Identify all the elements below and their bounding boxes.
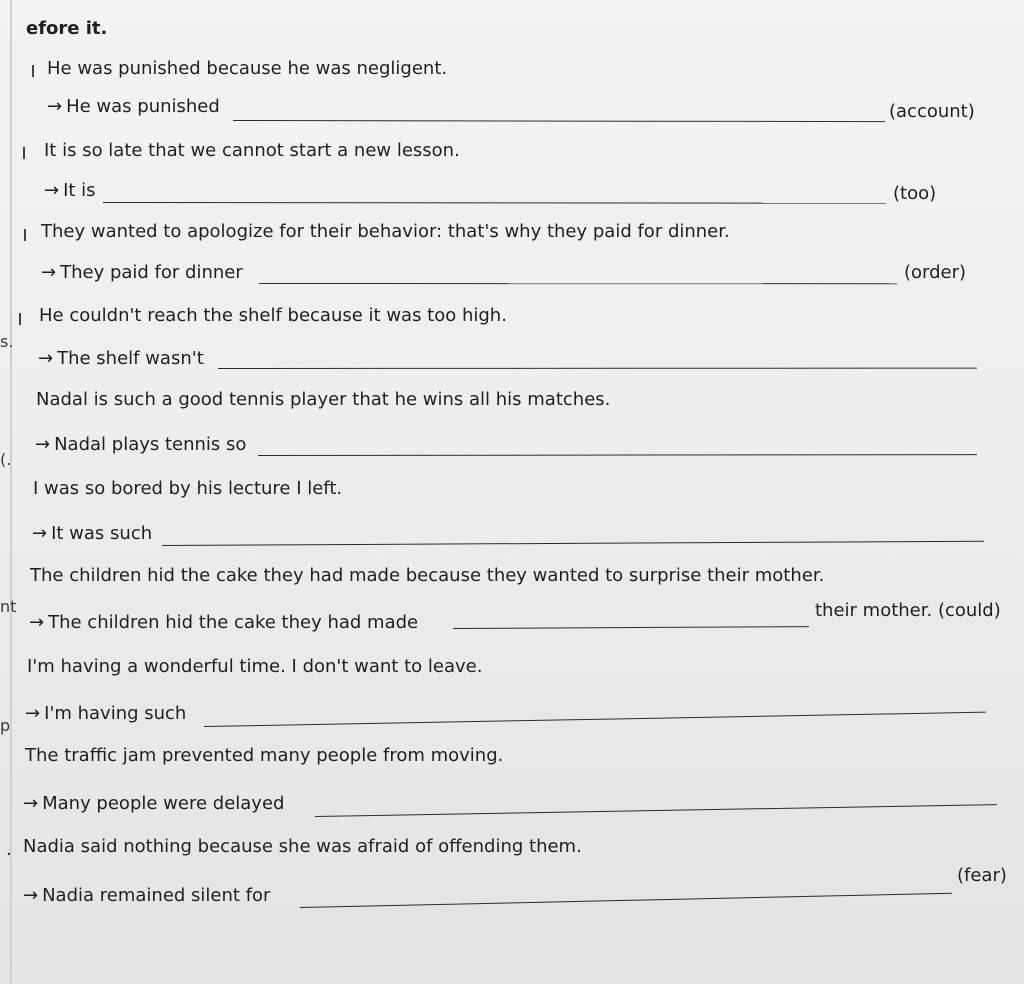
item-bullet (24, 229, 26, 241)
answer-lead (32, 523, 152, 545)
answer-start: It was such (51, 523, 153, 544)
exercise-answer-line (0, 865, 1024, 925)
answer-blank[interactable] (300, 893, 952, 908)
prompt-text: He was punished because he was negligent. (47, 58, 448, 79)
answer-lead (41, 262, 243, 284)
arrow-icon: → (29, 612, 45, 633)
item-bullet (23, 147, 25, 159)
exercise-prompt (0, 656, 1024, 696)
answer-start: Many people were delayed (42, 793, 285, 814)
arrow-icon: → (32, 523, 48, 544)
arrow-icon: → (23, 885, 39, 906)
answer-blank[interactable] (259, 283, 897, 284)
instruction-fragment: efore it. (26, 18, 108, 39)
answer-blank[interactable] (453, 626, 809, 629)
prompt-text: The traffic jam prevented many people from moving. (25, 745, 504, 766)
arrow-icon: → (47, 96, 63, 117)
answer-lead (23, 885, 270, 907)
answer-start: They paid for dinner (60, 262, 243, 283)
hint-label: (account) (889, 101, 975, 122)
answer-blank[interactable] (233, 120, 885, 122)
exercise-answer-line (0, 523, 1024, 563)
exercise-prompt (0, 565, 1024, 605)
exercise-prompt (0, 221, 1024, 261)
answer-blank[interactable] (218, 368, 977, 369)
prompt-text: He couldn't reach the shelf because it was too high. (39, 305, 507, 326)
answer-lead (38, 348, 204, 370)
answer-blank[interactable] (162, 541, 984, 546)
exercise-prompt (0, 305, 1024, 345)
answer-lead (23, 793, 284, 815)
hint-label: (order) (904, 262, 967, 283)
arrow-icon: → (35, 434, 51, 455)
answer-start: He was punished (66, 96, 220, 117)
hint-label: (too) (893, 183, 937, 204)
prompt-text: The children hid the cake they had made because they wanted to surprise their mother. (30, 565, 825, 586)
arrow-icon: → (41, 262, 57, 283)
prompt-text: I'm having a wonderful time. I don't want to leave. (27, 656, 483, 677)
exercise-prompt (0, 478, 1024, 518)
answer-blank[interactable] (315, 804, 997, 817)
exercise-prompt (0, 745, 1024, 785)
answer-blank[interactable] (204, 712, 986, 727)
exercise-answer-line (0, 180, 1024, 220)
margin-fragment: (. (0, 450, 12, 469)
prompt-text: Nadia said nothing because she was afraid of offending them. (23, 836, 582, 857)
item-bullet (19, 313, 21, 325)
exercise-answer-line (0, 348, 1024, 388)
arrow-icon: → (23, 793, 39, 814)
answer-lead (35, 434, 246, 456)
prompt-text: I was so bored by his lecture I left. (33, 478, 343, 499)
answer-lead (29, 612, 418, 634)
answer-start: Nadal plays tennis so (54, 434, 247, 455)
answer-lead (25, 703, 186, 725)
exercise-prompt (0, 140, 1024, 180)
margin-fragment: nt (0, 597, 17, 616)
margin-fragment: s. (0, 332, 14, 351)
item-bullet (32, 65, 34, 77)
answer-start: Nadia remained silent for (42, 885, 271, 906)
answer-lead (47, 96, 220, 118)
prompt-text: It is so late that we cannot start a new lesson. (44, 140, 460, 161)
prompt-text: They wanted to apologize for their behavior: that's why they paid for dinner. (41, 221, 730, 242)
margin-fragment: p (0, 716, 11, 735)
answer-blank[interactable] (103, 202, 886, 204)
exercise-answer-line (0, 793, 1024, 833)
exercise-answer-line (0, 96, 1024, 136)
exercise-prompt (0, 389, 1024, 429)
exercise-prompt (0, 58, 1024, 98)
answer-start: The shelf wasn't (57, 348, 204, 369)
answer-lead (44, 180, 96, 202)
page-header (0, 18, 1024, 58)
exercise-prompt (0, 836, 1024, 876)
prompt-text: Nadal is such a good tennis player that he wins all his matches. (36, 389, 611, 410)
item-number-dot: . (6, 839, 12, 860)
answer-start: The children hid the cake they had made (48, 612, 419, 633)
answer-end: their mother. (could) (815, 600, 1001, 621)
arrow-icon: → (38, 348, 54, 369)
arrow-icon: → (44, 180, 60, 201)
answer-start: It is (63, 180, 96, 201)
exercise-answer-line (0, 434, 1024, 474)
answer-blank[interactable] (258, 454, 977, 456)
exercise-answer-line (0, 262, 1024, 302)
arrow-icon: → (25, 703, 41, 724)
answer-start: I'm having such (44, 703, 187, 724)
hint-label: (fear) (957, 865, 1007, 886)
exercise-answer-line (0, 703, 1024, 743)
